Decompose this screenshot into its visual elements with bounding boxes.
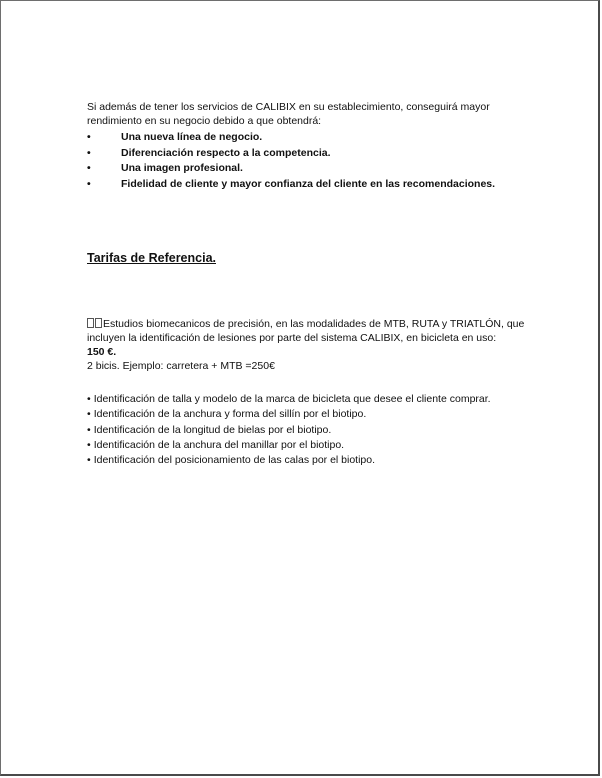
list-item [87, 392, 527, 407]
tarifas-section [87, 317, 527, 373]
benefit-text: Una imagen profesional. [121, 162, 243, 174]
list-item [87, 423, 527, 438]
price: 150 €. [87, 346, 117, 358]
tarifas-line-1 [87, 317, 527, 331]
feature-text: Identificación de talla y modelo de la marca de bicicleta que desee el cliente comprar. [93, 393, 491, 405]
benefit-text: Diferenciación respecto a la competencia. [121, 146, 331, 159]
price-example: 2 bicis. Ejemplo: carretera + MTB =250€ [87, 360, 275, 372]
intro-line-2: rendimiento en su negocio debido a que obtendrá: [87, 115, 322, 127]
section-heading: Tarifas de Referencia. [87, 251, 216, 265]
list-item [87, 146, 527, 162]
missing-glyph-icon [95, 318, 102, 328]
bullet-icon: • [87, 146, 91, 159]
feature-text: Identificación del posicionamiento de las calas por el biotipo. [93, 454, 376, 467]
list-item [87, 177, 527, 193]
list-item [87, 407, 527, 422]
benefits-list [87, 130, 527, 192]
bullet-icon: • [87, 454, 91, 467]
bullet-icon: • [87, 177, 91, 190]
list-item [87, 453, 527, 468]
intro-section [87, 100, 527, 192]
bullet-icon: • [87, 393, 91, 405]
features-list [87, 392, 527, 468]
bullet-icon: • [87, 408, 91, 421]
list-item [87, 161, 527, 177]
benefit-text: Una nueva línea de negocio. [121, 131, 263, 143]
feature-text: Identificación de la anchura y forma del sillín por el biotipo. [93, 408, 367, 421]
tarifas-line-1-text: Estudios biomecanicos de precisión, en las modalidades de MTB, RUTA y TRIATLÓN, que [103, 318, 525, 330]
bullet-icon: • [87, 438, 91, 451]
list-item [87, 438, 527, 453]
tarifas-line-2: incluyen la identificación de lesiones por parte del sistema CALIBIX, en bicicleta en uso: [87, 332, 497, 344]
bullet-icon: • [87, 423, 91, 436]
features-section [87, 392, 527, 468]
bullet-icon: • [87, 131, 91, 143]
intro-line-1: Si además de tener los servicios de CALIBIX en su establecimiento, conseguirá mayor [87, 101, 490, 113]
feature-text: Identificación de la longitud de bielas por el biotipo. [93, 423, 332, 436]
list-item [87, 130, 527, 146]
missing-glyph-icon [87, 318, 94, 328]
bullet-icon: • [87, 162, 91, 174]
feature-text: Identificación de la anchura del manillar por el biotipo. [93, 438, 345, 451]
benefit-text: Fidelidad de cliente y mayor confianza del cliente en las recomendaciones. [121, 177, 496, 190]
